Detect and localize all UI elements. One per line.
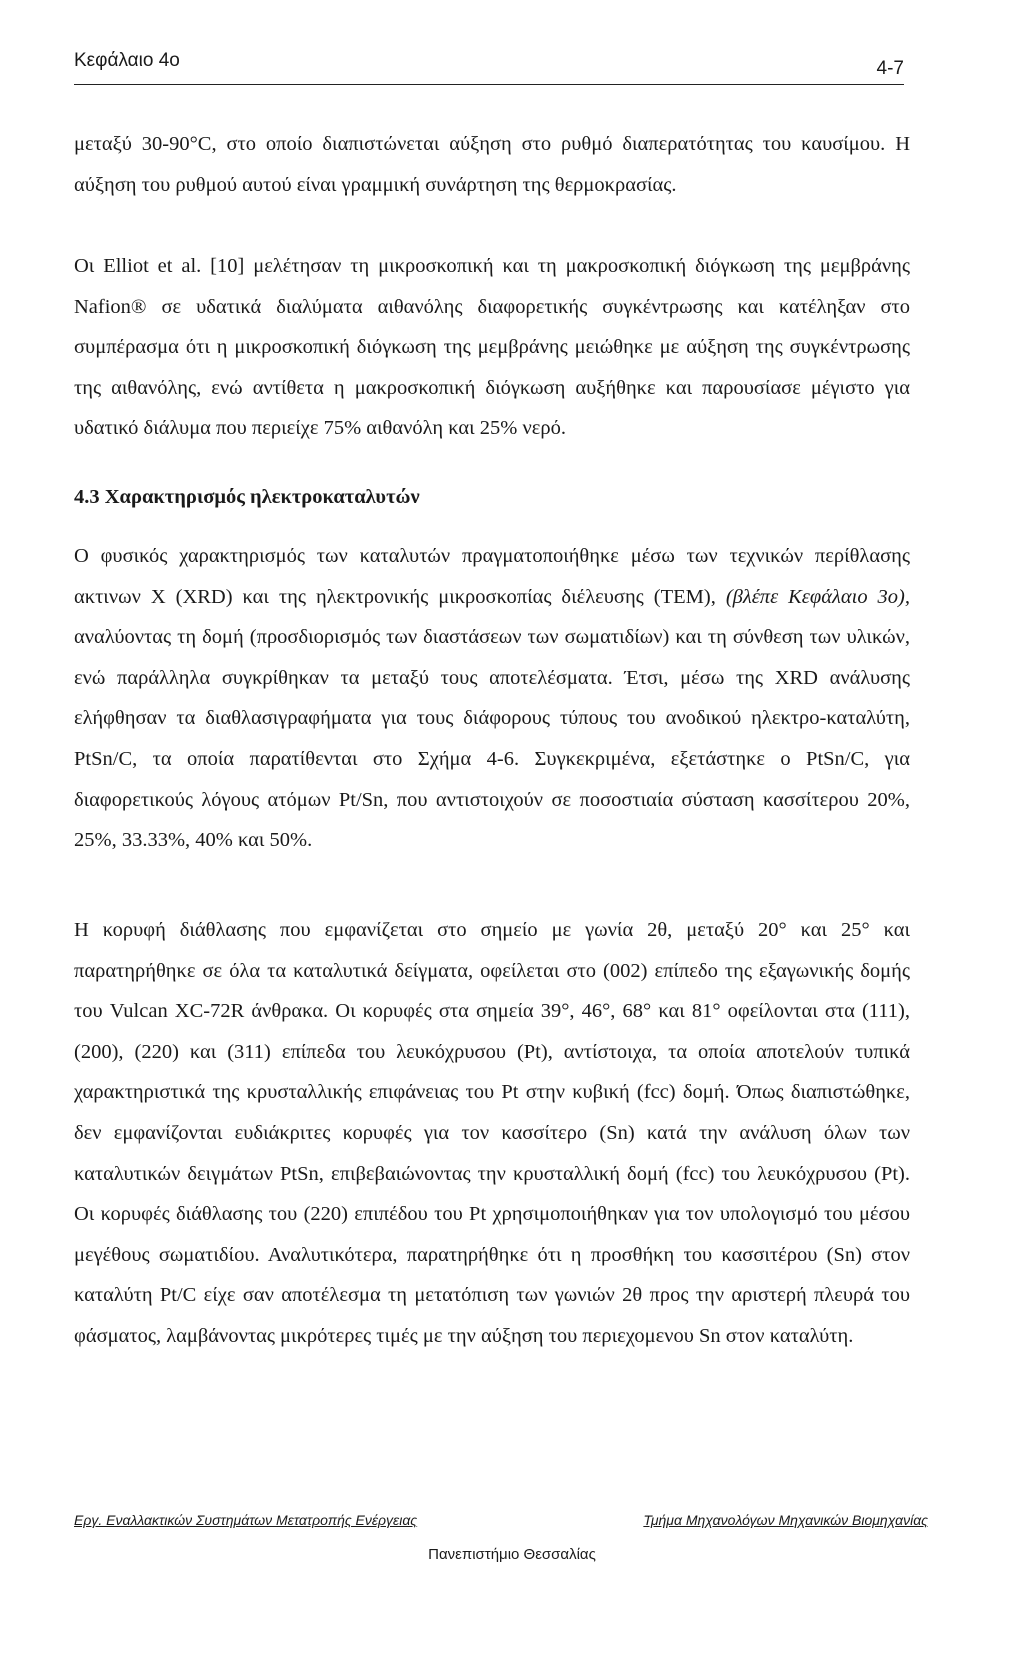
characterization-text-a: Ο φυσικός χαρακτηρισμός των καταλυτών πραγματοποιήθηκε μέσω των τεχνικών περίθλασης ακτινων Χ (XRD) και της ηλεκτρονικής μικροσκοπίας διέλευσης (ΤΕΜ), <box>74 545 910 608</box>
page-number: 4-7 <box>876 58 904 79</box>
paragraph-permeability: μεταξύ 30-90°C, στο οποίο διαπιστώνεται αύξηση στο ρυθμό διαπερατότητας του καυσίμου. Η αύξηση του ρυθμού αυτού είναι γραμμική συνάρτηση της θερμοκρασίας. <box>74 133 910 196</box>
chapter-title: Κεφάλαιο 4ο <box>74 50 180 71</box>
footer-lab-name: Εργ. Εναλλακτικών Συστημάτων Μετατροπής Ενέργειας <box>74 1512 418 1528</box>
chapter-reference: (βλέπε Κεφάλαιο 3ο), <box>725 585 911 608</box>
characterization-text-b: αναλύοντας τη δομή (προσδιορισμός των διαστάσεων των σωματιδίων) και τη σύνθεση των υλικών, ενώ παράλληλα συγκρίθηκαν τα μεταξύ τους αποτελέσματα. Έτσι, μέσω της XRD ανάλυσης ελήφθησαν τα διαθλασιγραφήματα για τους διάφορους τύπους του ανοδικού ηλεκτρο-καταλύτη, PtSn/C, τα οποία παρατίθενται στο Σχήμα 4-6. Συγκεκριμένα, εξετάστηκε ο PtSn/C, για διαφορετικούς λόγους ατόμων Pt/Sn, που αντιστοιχούν σε ποσοστιαία σύσταση κασσίτερου 20%, 25%, 33.33%, 40% και 50%. <box>74 626 910 852</box>
footer-university-name: Πανεπιστήμιο Θεσσαλίας <box>428 1546 596 1563</box>
footer-department-name: Τμήμα Μηχανολόγων Μηχανικών Βιομηχανίας <box>643 1512 928 1528</box>
section-heading: 4.3 Χαρακτηρισμός ηλεκτροκαταλυτών <box>74 486 420 508</box>
paragraph-characterization <box>74 536 910 861</box>
paragraph-elliot-study: Οι Elliot et al. [10] μελέτησαν τη μικροσκοπική και τη μακροσκοπική διόγκωση της μεμβράνης Nafion® σε υδατικά διαλύματα αιθανόλης διαφορετικής συγκέντρωσης και κατέληξαν στο συμπέρασμα ότι η μικροσκοπική διόγκωση της μεμβράνης μειώθηκε με αύξηση της συγκέντρωσης της αιθανόλης, ενώ αντίθετα η μακροσκοπική διόγκωση αυξήθηκε και παρουσίασε μέγιστο για υδατικό διάλυμα που περιείχε 75% αιθανόλη και 25% νερό. <box>74 255 910 440</box>
page-header <box>74 50 904 85</box>
paragraph-diffraction-peaks: Η κορυφή διάθλασης που εμφανίζεται στο σημείο με γωνία 2θ, μεταξύ 20° και 25° και παρατηρήθηκε σε όλα τα καταλυτικά δείγματα, οφείλεται στο (002) επίπεδο της εξαγωνικής δομής του Vulcan XC-72R άνθρακα. Οι κορυφές στα σημεία 39°, 46°, 68° και 81° οφείλονται στα (111), (200), (220) και (311) επίπεδα του λευκόχρυσου (Pt), αντίστοιχα, τα οποία αποτελούν τυπικά χαρακτηριστικά της κρυσταλλικής επιφάνειας του Pt στην κυβική (fcc) δομή. Όπως διαπιστώθηκε, δεν εμφανίζονται ευδιάκριτες κορυφές για τον κασσίτερο (Sn) κατά την ανάλυση όλων των καταλυτικών δειγμάτων PtSn, επιβεβαιώνοντας την κρυσταλλική δομή (fcc) του λευκόχρυσου (Pt). Οι κορυφές διάθλασης του (220) επιπέδου του Pt χρησιμοποιήθηκαν για τον υπολογισμό του μέσου μεγέθους σωματιδίου. Αναλυτικότερα, παρατηρήθηκε ότι η προσθήκη του κασσιτέρου (Sn) στον καταλύτη Pt/C είχε σαν αποτέλεσμα τη μετατόπιση των γωνιών 2θ προς την αριστερή πλευρά του φάσματος, λαμβάνοντας μικρότερες τιμές με την αύξηση του περιεχομενου Sn στον καταλύτη. <box>74 919 910 1347</box>
